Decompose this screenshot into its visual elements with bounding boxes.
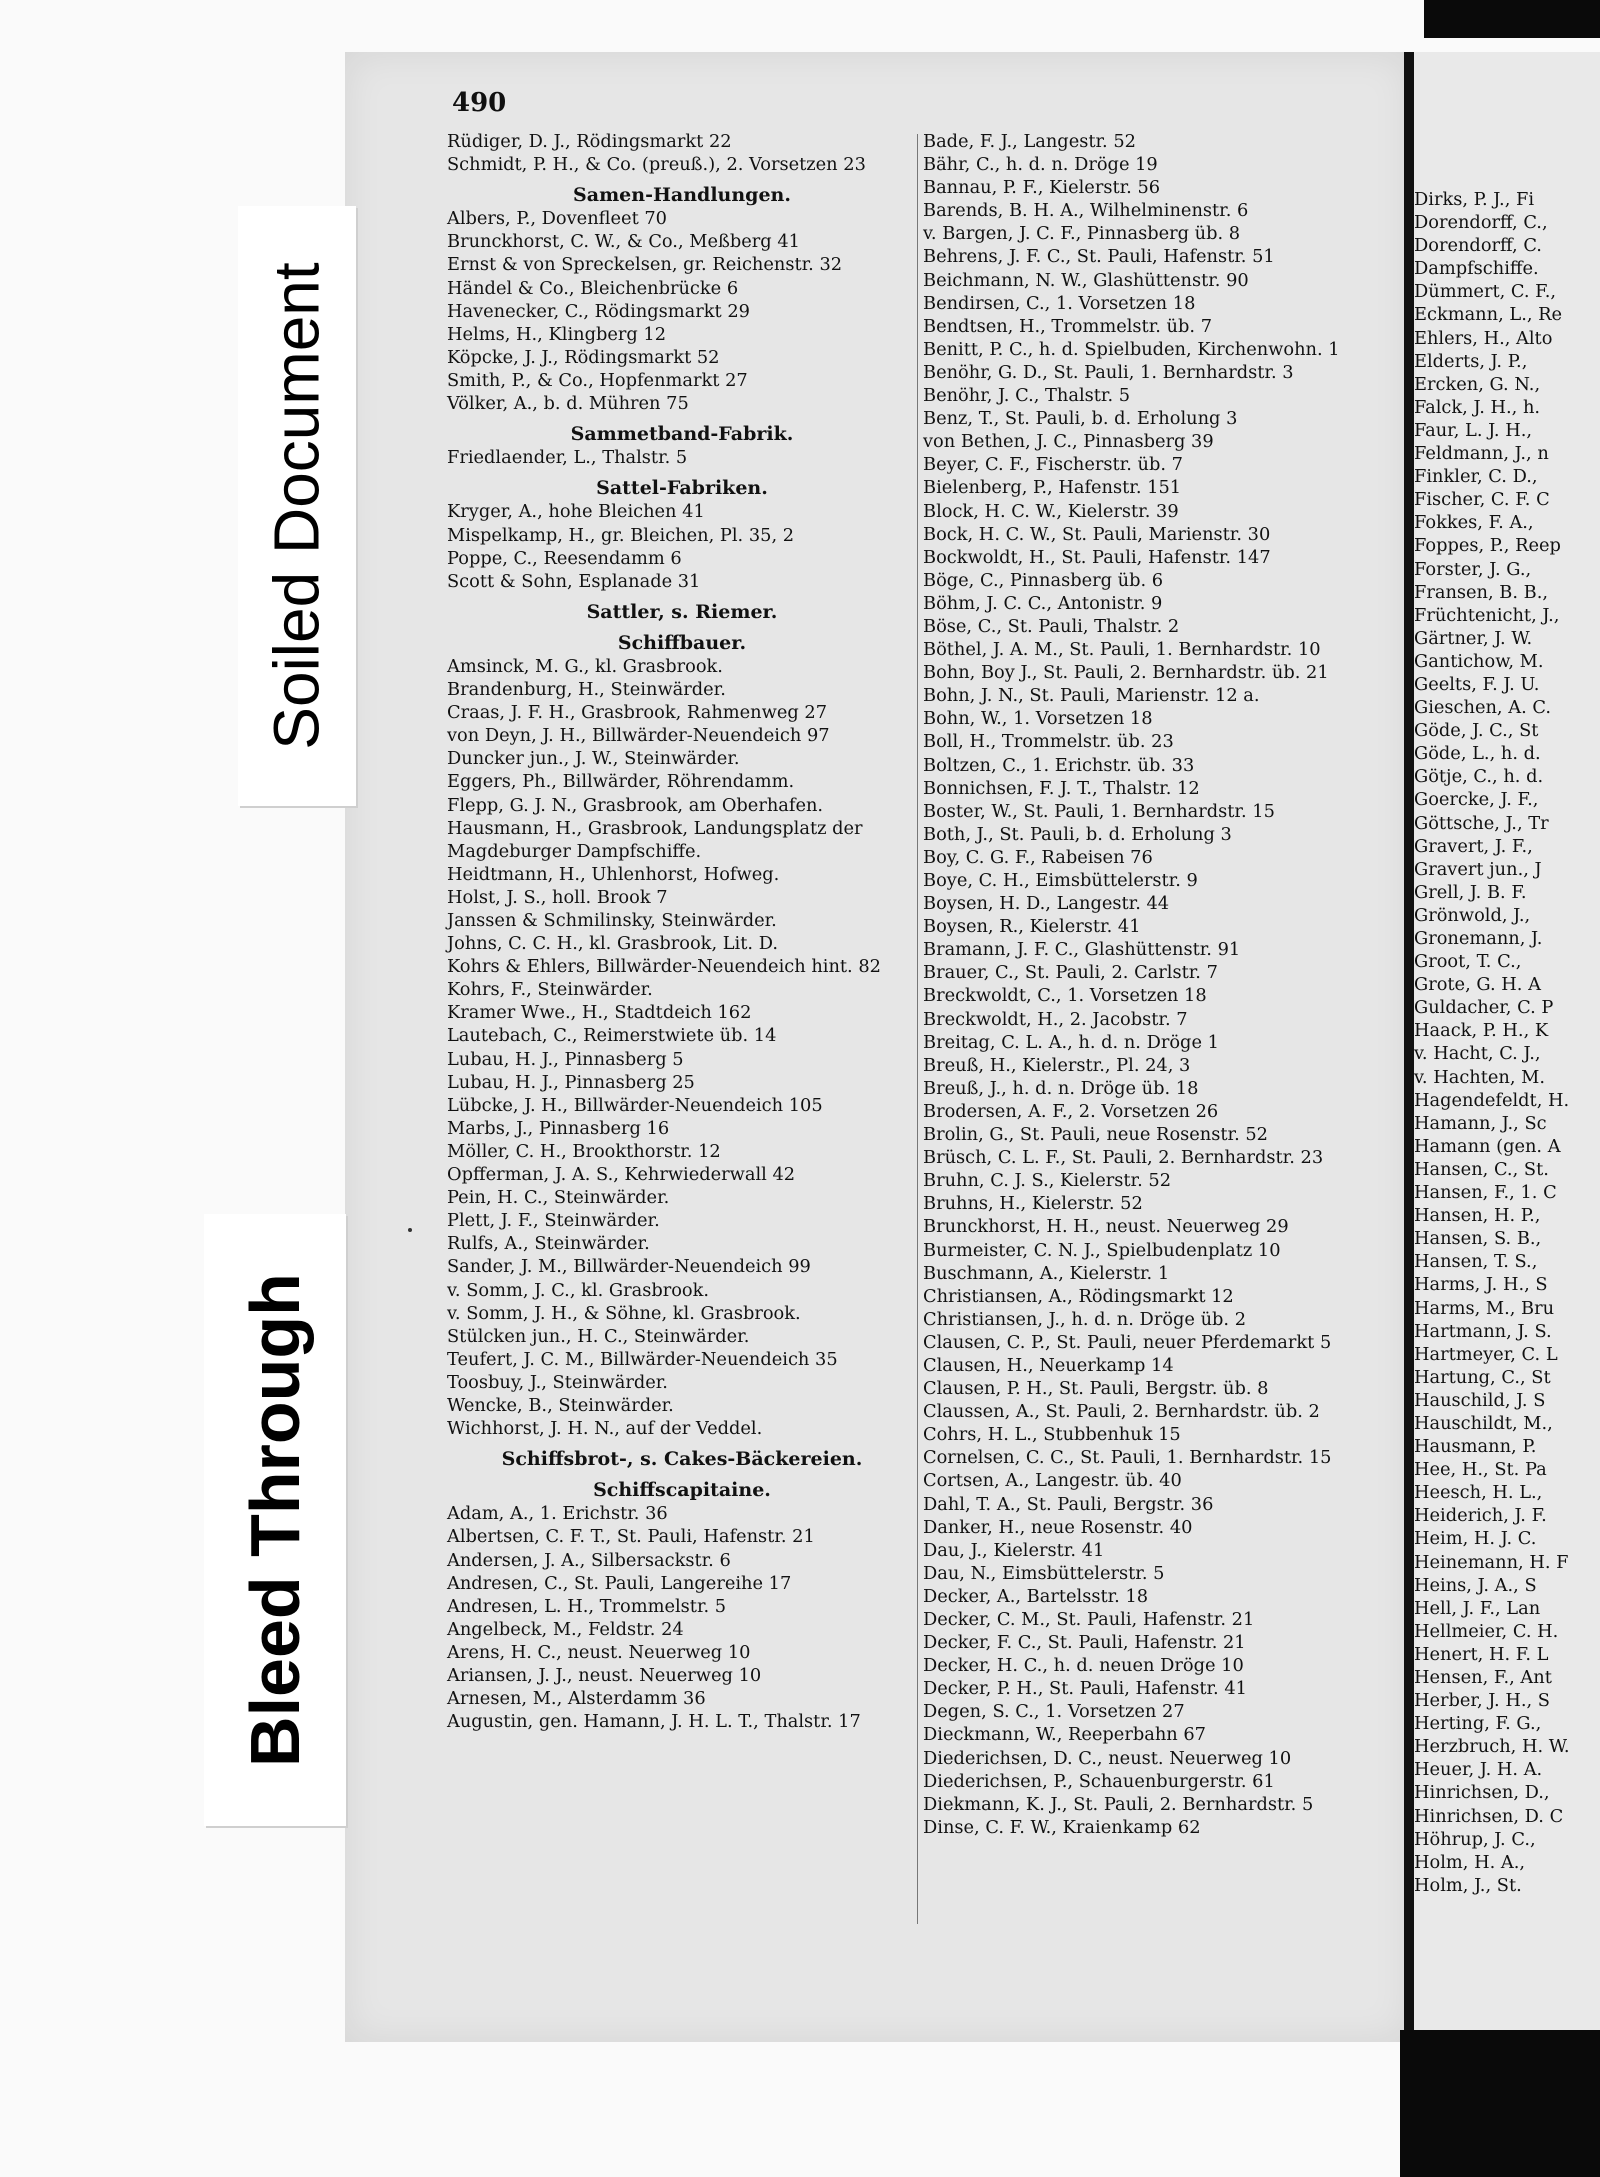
adjacent-page-entry: Hausmann, P. — [1414, 1436, 1537, 1458]
adjacent-page-entry: Hensen, F., Ant — [1414, 1667, 1552, 1688]
directory-entry: Breckwoldt, H., 2. Jacobstr. 7 — [923, 1008, 1188, 1030]
adjacent-page — [1414, 52, 1600, 2052]
directory-entry: Helms, H., Klingberg 12 — [447, 323, 667, 345]
directory-entry: Christiansen, A., Rödingsmarkt 12 — [923, 1285, 1234, 1307]
directory-entry: Decker, C. M., St. Pauli, Hafenstr. 21 — [923, 1609, 1255, 1630]
directory-entry: Benitt, P. C., h. d. Spielbuden, Kirchenwohn. 1 — [923, 338, 1340, 360]
directory-entry: Magdeburger Dampfschiffe. — [447, 840, 702, 862]
directory-entry: Mispelkamp, H., gr. Bleichen, Pl. 35, 2 — [447, 524, 795, 546]
right-column — [923, 130, 1383, 1839]
adjacent-page-entry: Heuer, J. H. A. — [1414, 1759, 1543, 1781]
ink-speck — [408, 1228, 412, 1232]
adjacent-page-entry: Hagendefeldt, H. — [1414, 1089, 1570, 1111]
directory-entry: Bannau, P. F., Kielerstr. 56 — [923, 177, 1161, 199]
adjacent-page-entry: Holm, J., St. — [1414, 1874, 1522, 1896]
directory-entry: Händel & Co., Bleichenbrücke 6 — [447, 277, 739, 299]
adjacent-page-entry: Hauschild, J. S — [1414, 1389, 1546, 1411]
directory-entry: Arnesen, M., Alsterdamm 36 — [447, 1688, 706, 1710]
directory-entry: Brodersen, A. F., 2. Vorsetzen 26 — [923, 1100, 1219, 1122]
section-heading: Schiffbauer. — [617, 631, 747, 654]
adjacent-page-entry: Hellmeier, C. H. — [1414, 1620, 1559, 1642]
adjacent-page-entry: Hansen, S. B., — [1414, 1228, 1542, 1250]
directory-entry: Claussen, A., St. Pauli, 2. Bernhardstr. üb. 2 — [923, 1401, 1320, 1423]
adjacent-page-entry: Geelts, F. J. U. — [1414, 673, 1540, 695]
directory-entry: v. Bargen, J. C. F., Pinnasberg üb. 8 — [923, 223, 1241, 245]
directory-entry: Clausen, P. H., St. Pauli, Bergstr. üb. 8 — [923, 1378, 1269, 1400]
directory-entry: Bohn, J. N., St. Pauli, Marienstr. 12 a. — [923, 685, 1260, 707]
adjacent-page-column — [1414, 188, 1600, 1897]
adjacent-page-entry: Früchtenicht, J., — [1414, 604, 1560, 626]
adjacent-page-entry: Foppes, P., Reep — [1414, 535, 1561, 557]
directory-entry: Dieckmann, W., Reeperbahn 67 — [923, 1724, 1206, 1746]
section-heading: Sammetband-Fabrik. — [570, 423, 794, 446]
scan-border-top — [1424, 0, 1600, 38]
directory-entry: Diekmann, K. J., St. Pauli, 2. Bernhardstr. 5 — [923, 1793, 1314, 1815]
directory-entry: Decker, A., Bartelsstr. 18 — [923, 1585, 1149, 1607]
adjacent-page-entry: Hansen, H. P., — [1414, 1205, 1541, 1227]
directory-entry: Brunckhorst, H. H., neust. Neuerweg 29 — [923, 1216, 1289, 1238]
adjacent-page-entry: Groot, T. C., — [1414, 951, 1522, 973]
adjacent-page-entry: Harms, M., Bru — [1414, 1297, 1555, 1319]
directory-entry: Böthel, J. A. M., St. Pauli, 1. Bernhardstr. 10 — [923, 639, 1321, 661]
directory-entry: Breitag, C. L. A., h. d. n. Dröge 1 — [923, 1031, 1219, 1053]
directory-entry: Cohrs, H. L., Stubbenhuk 15 — [923, 1424, 1181, 1446]
directory-entry: Bruhn, C. J. S., Kielerstr. 52 — [923, 1170, 1172, 1192]
directory-entry: Boy, C. G. F., Rabeisen 76 — [923, 846, 1153, 868]
adjacent-page-entry: Hinrichsen, D. C — [1414, 1805, 1564, 1827]
directory-entry: Benz, T., St. Pauli, b. d. Erholung 3 — [923, 408, 1238, 430]
bleed-through-label — [204, 1214, 346, 1826]
section-heading: Schiffsbrot-, s. Cakes-Bäckereien. — [501, 1448, 863, 1471]
adjacent-page-entry: Fischer, C. F. C — [1414, 489, 1550, 511]
adjacent-page-entry: Dümmert, C. F., — [1414, 281, 1557, 303]
directory-entry: Danker, H., neue Rosenstr. 40 — [923, 1516, 1193, 1538]
directory-entry: Köpcke, J. J., Rödingsmarkt 52 — [447, 346, 720, 368]
directory-entry: Cornelsen, C. C., St. Pauli, 1. Bernhardstr. 15 — [923, 1447, 1332, 1469]
section-heading: Samen-Handlungen. — [573, 184, 791, 207]
adjacent-page-entry: Heesch, H. L., — [1414, 1482, 1543, 1504]
adjacent-page-entry: Elderts, J. P., — [1414, 350, 1528, 372]
directory-entry: Breckwoldt, C., 1. Vorsetzen 18 — [923, 985, 1207, 1007]
adjacent-page-entry: Heinemann, H. F — [1414, 1551, 1569, 1573]
directory-entry: Degen, S. C., 1. Vorsetzen 27 — [923, 1701, 1185, 1723]
directory-entry: Diederichsen, P., Schauenburgerstr. 61 — [923, 1770, 1275, 1792]
directory-entry: Bruhns, H., Kielerstr. 52 — [923, 1193, 1143, 1215]
adjacent-page-entry: Feldmann, J., n — [1414, 443, 1549, 465]
directory-entry: Block, H. C. W., Kielerstr. 39 — [923, 500, 1179, 522]
directory-entry: Boye, C. H., Eimsbüttelerstr. 9 — [923, 870, 1198, 891]
column-divider — [917, 134, 918, 1924]
directory-entry: Beichmann, N. W., Glashüttenstr. 90 — [923, 269, 1249, 291]
adjacent-page-entry: Hansen, C., St. — [1414, 1158, 1549, 1180]
directory-entry: Lubau, H. J., Pinnasberg 25 — [447, 1071, 695, 1093]
adjacent-page-entry: Hansen, F., 1. C — [1414, 1182, 1557, 1204]
directory-entry: Decker, P. H., St. Pauli, Hafenstr. 41 — [923, 1678, 1247, 1700]
adjacent-page-entry: Fransen, B. B., — [1414, 581, 1549, 603]
adjacent-page-entry: Göde, L., h. d. — [1414, 743, 1541, 765]
directory-entry: v. Somm, J. C., kl. Grasbrook. — [447, 1279, 710, 1301]
directory-entry: Wichhorst, J. H. N., auf der Veddel. — [447, 1418, 763, 1440]
adjacent-page-entry: Forster, J. G., — [1414, 558, 1532, 580]
directory-entry: Bramann, J. F. C., Glashüttenstr. 91 — [923, 939, 1241, 961]
left-column — [447, 130, 917, 1733]
adjacent-page-entry: Heiderich, J. F. — [1414, 1505, 1547, 1527]
directory-entry: Toosbuy, J., Steinwärder. — [447, 1371, 668, 1393]
adjacent-page-entry: Haack, P. H., K — [1414, 1020, 1549, 1042]
directory-entry: Kohrs, F., Steinwärder. — [447, 979, 653, 1001]
directory-entry: Brandenburg, H., Steinwärder. — [447, 679, 726, 701]
directory-entry: Decker, H. C., h. d. neuen Dröge 10 — [923, 1655, 1244, 1677]
directory-entry: Clausen, C. P., St. Pauli, neuer Pferdemarkt 5 — [923, 1331, 1332, 1353]
adjacent-page-entry: Hartmeyer, C. L — [1414, 1343, 1558, 1365]
directory-entry: Both, J., St. Pauli, b. d. Erholung 3 — [923, 823, 1232, 845]
directory-entry: Bockwoldt, H., St. Pauli, Hafenstr. 147 — [923, 546, 1271, 568]
directory-entry: Hausmann, H., Grasbrook, Landungsplatz der — [447, 817, 863, 839]
directory-entry: Behrens, J. F. C., St. Pauli, Hafenstr. 51 — [923, 246, 1275, 268]
directory-entry: Janssen & Schmilinsky, Steinwärder. — [447, 910, 777, 931]
adjacent-page-entry: Dorendorff, C., — [1414, 212, 1548, 234]
adjacent-page-entry: Finkler, C. D., — [1414, 466, 1538, 488]
directory-entry: Scott & Sohn, Esplanade 31 — [447, 570, 701, 592]
adjacent-page-entry: Grell, J. B. F. — [1414, 881, 1527, 903]
adjacent-page-entry: Hamann, J., Sc — [1414, 1112, 1547, 1134]
adjacent-page-entry: Götje, C., h. d. — [1414, 766, 1544, 788]
adjacent-page-entry: Gieschen, A. C. — [1414, 697, 1551, 719]
scan-border-bottom — [1400, 2030, 1600, 2177]
directory-entry: Bähr, C., h. d. n. Dröge 19 — [923, 154, 1158, 176]
section-heading: Sattel-Fabriken. — [596, 477, 768, 500]
adjacent-page-entry: Dorendorff, C. — [1414, 235, 1542, 257]
directory-entry: Buschmann, A., Kielerstr. 1 — [923, 1262, 1170, 1284]
directory-entry: Poppe, C., Reesendamm 6 — [447, 547, 682, 569]
directory-entry: Lübcke, J. H., Billwärder-Neuendeich 105 — [447, 1094, 823, 1116]
adjacent-page-entry: Eckmann, L., Re — [1414, 304, 1563, 326]
adjacent-page-entry: Hartmann, J. S. — [1414, 1320, 1552, 1342]
directory-entry: Dau, J., Kielerstr. 41 — [923, 1539, 1105, 1561]
directory-entry: Breuß, H., Kielerstr., Pl. 24, 3 — [923, 1054, 1191, 1076]
adjacent-page-entry: Göttsche, J., Tr — [1414, 812, 1549, 834]
directory-entry: Burmeister, C. N. J., Spielbudenplatz 10 — [923, 1239, 1281, 1261]
directory-entry: Ernst & von Spreckelsen, gr. Reichenstr. 32 — [447, 254, 843, 276]
directory-entry: Lubau, H. J., Pinnasberg 5 — [447, 1048, 684, 1070]
directory-entry: Duncker jun., J. W., Steinwärder. — [447, 748, 740, 770]
directory-entry: Marbs, J., Pinnasberg 16 — [447, 1117, 670, 1139]
directory-entry: Smith, P., & Co., Hopfenmarkt 27 — [447, 369, 748, 391]
directory-entry: Bendirsen, C., 1. Vorsetzen 18 — [923, 292, 1196, 314]
directory-entry: Völker, A., b. d. Mühren 75 — [447, 393, 689, 415]
directory-entry: Cortsen, A., Langestr. üb. 40 — [923, 1470, 1182, 1492]
adjacent-page-entry: Holm, H. A., — [1414, 1851, 1526, 1873]
section-heading: Sattler, s. Riemer. — [586, 600, 778, 623]
adjacent-page-entry: Heim, H. J. C. — [1414, 1528, 1537, 1550]
adjacent-page-entry: Höhrup, J. C., — [1414, 1828, 1536, 1850]
directory-entry: Ariansen, J. J., neust. Neuerweg 10 — [447, 1665, 762, 1686]
directory-entry: Stülcken jun., H. C., Steinwärder. — [447, 1325, 750, 1347]
directory-entry: Barends, B. H. A., Wilhelminenstr. 6 — [923, 200, 1249, 222]
adjacent-page-entry: Göde, J. C., St — [1414, 720, 1539, 742]
directory-entry: Decker, F. C., St. Pauli, Hafenstr. 21 — [923, 1632, 1246, 1654]
adjacent-page-entry: Faur, L. J. H., — [1414, 419, 1533, 441]
adjacent-page-entry: v. Hachten, M. — [1414, 1066, 1546, 1088]
directory-entry: Dahl, T. A., St. Pauli, Bergstr. 36 — [923, 1493, 1214, 1515]
directory-entry: Brauer, C., St. Pauli, 2. Carlstr. 7 — [923, 962, 1218, 984]
directory-entry: Schmidt, P. H., & Co. (preuß.), 2. Vorsetzen 23 — [447, 154, 866, 176]
directory-entry: Böse, C., St. Pauli, Thalstr. 2 — [923, 615, 1180, 637]
page-number: 490 — [452, 88, 507, 118]
soiled-document-text: Soiled Document — [261, 262, 333, 750]
directory-entry: Breuß, J., h. d. n. Dröge üb. 18 — [923, 1077, 1199, 1099]
adjacent-page-entry: Gärtner, J. W. — [1414, 627, 1533, 649]
directory-entry: Andresen, C., St. Pauli, Langereihe 17 — [447, 1572, 792, 1594]
adjacent-page-entry: Dampfschiffe. — [1414, 258, 1539, 280]
directory-entry: Kryger, A., hohe Bleichen 41 — [447, 501, 705, 523]
directory-entry: Teufert, J. C. M., Billwärder-Neuendeich 35 — [447, 1348, 838, 1370]
section-heading: Schiffscapitaine. — [593, 1479, 771, 1502]
directory-entry: Wencke, B., Steinwärder. — [447, 1394, 674, 1416]
adjacent-page-entry: Ehlers, H., Alto — [1414, 327, 1553, 349]
directory-entry: Böhm, J. C. C., Antonistr. 9 — [923, 592, 1163, 614]
adjacent-page-entry: Henert, H. F. L — [1414, 1643, 1549, 1665]
adjacent-page-entry: Hauschildt, M., — [1414, 1412, 1553, 1434]
directory-entry: Lautebach, C., Reimerstwiete üb. 14 — [447, 1025, 777, 1047]
directory-entry: Brüsch, C. L. F., St. Pauli, 2. Bernhardstr. 23 — [923, 1147, 1324, 1169]
directory-entry: Boltzen, C., 1. Erichstr. üb. 33 — [923, 754, 1195, 776]
adjacent-page-entry: Hee, H., St. Pa — [1414, 1459, 1547, 1481]
directory-entry: Clausen, H., Neuerkamp 14 — [923, 1354, 1174, 1376]
directory-entry: Albers, P., Dovenfleet 70 — [447, 208, 667, 230]
directory-entry: Albertsen, C. F. T., St. Pauli, Hafenstr. 21 — [447, 1526, 815, 1548]
directory-entry: Bade, F. J., Langestr. 52 — [923, 131, 1136, 152]
adjacent-page-entry: Hamann (gen. A — [1414, 1135, 1561, 1157]
directory-entry: Böge, C., Pinnasberg üb. 6 — [923, 569, 1164, 591]
directory-entry: Andresen, L. H., Trommelstr. 5 — [447, 1595, 727, 1617]
adjacent-page-entry: v. Hacht, C. J., — [1414, 1043, 1541, 1065]
directory-entry: Rulfs, A., Steinwärder. — [447, 1233, 650, 1255]
directory-entry: Bonnichsen, F. J. T., Thalstr. 12 — [923, 777, 1200, 799]
directory-entry: Bendtsen, H., Trommelstr. üb. 7 — [923, 315, 1213, 337]
soiled-document-label — [238, 206, 356, 806]
directory-entry: Möller, C. H., Brookthorstr. 12 — [447, 1140, 721, 1162]
adjacent-page-entry: Herber, J. H., S — [1414, 1690, 1550, 1712]
directory-entry: Brolin, G., St. Pauli, neue Rosenstr. 52 — [923, 1124, 1268, 1146]
adjacent-page-entry: Dirks, P. J., Fi — [1414, 189, 1535, 210]
directory-entry: Bohn, W., 1. Vorsetzen 18 — [923, 708, 1153, 730]
directory-entry: Dinse, C. F. W., Kraienkamp 62 — [923, 1816, 1201, 1838]
directory-entry: Craas, J. F. H., Grasbrook, Rahmenweg 27 — [447, 702, 828, 724]
adjacent-page-entry: Heins, J. A., S — [1414, 1574, 1537, 1596]
bleed-through-text: Bleed Through — [236, 1273, 314, 1767]
adjacent-page-entry: Falck, J. H., h. — [1414, 396, 1541, 418]
directory-entry: Dau, N., Eimsbüttelerstr. 5 — [923, 1562, 1165, 1584]
adjacent-page-entry: Gantichow, M. — [1414, 650, 1544, 672]
adjacent-page-entry: Hansen, T. S., — [1414, 1251, 1538, 1273]
directory-entry: Pein, H. C., Steinwärder. — [447, 1187, 670, 1209]
adjacent-page-entry: Gronemann, J. — [1414, 928, 1543, 949]
directory-entry: Kohrs & Ehlers, Billwärder-Neuendeich hint. 82 — [447, 956, 881, 978]
directory-entry: Christiansen, J., h. d. n. Dröge üb. 2 — [923, 1308, 1247, 1330]
adjacent-page-entry: Hinrichsen, D., — [1414, 1782, 1550, 1804]
directory-entry: Adam, A., 1. Erichstr. 36 — [447, 1503, 668, 1525]
adjacent-page-entry: Hell, J. F., Lan — [1414, 1597, 1541, 1619]
directory-entry: Johns, C. C. H., kl. Grasbrook, Lit. D. — [447, 933, 778, 955]
directory-entry: v. Somm, J. H., & Söhne, kl. Grasbrook. — [447, 1302, 801, 1324]
directory-entry: Boster, W., St. Pauli, 1. Bernhardstr. 15 — [923, 800, 1275, 822]
directory-entry: Angelbeck, M., Feldstr. 24 — [447, 1618, 684, 1640]
directory-entry: Sander, J. M., Billwärder-Neuendeich 99 — [447, 1256, 811, 1278]
directory-entry: Boll, H., Trommelstr. üb. 23 — [923, 731, 1174, 753]
directory-entry: Benöhr, G. D., St. Pauli, 1. Bernhardstr. 3 — [923, 361, 1294, 383]
directory-entry: Friedlaender, L., Thalstr. 5 — [447, 447, 688, 469]
directory-entry: Andersen, J. A., Silbersackstr. 6 — [447, 1549, 731, 1571]
adjacent-page-entry: Grote, G. H. A — [1414, 974, 1541, 996]
adjacent-page-entry: Goercke, J. F., — [1414, 789, 1539, 811]
directory-entry: Heidtmann, H., Uhlenhorst, Hofweg. — [447, 863, 780, 885]
adjacent-page-entry: Grönwold, J., — [1414, 904, 1531, 926]
directory-entry: Beyer, C. F., Fischerstr. üb. 7 — [923, 454, 1183, 476]
adjacent-page-entry: Gravert, J. F., — [1414, 835, 1533, 857]
directory-entry: Eggers, Ph., Billwärder, Röhrendamm. — [447, 771, 795, 793]
adjacent-page-entry: Harms, J. H., S — [1414, 1274, 1548, 1296]
directory-entry: Amsinck, M. G., kl. Grasbrook. — [447, 655, 723, 677]
directory-entry: Benöhr, J. C., Thalstr. 5 — [923, 385, 1131, 407]
adjacent-page-entry: Hartung, C., St — [1414, 1366, 1551, 1388]
directory-entry: Plett, J. F., Steinwärder. — [447, 1210, 660, 1232]
directory-entry: Diederichsen, D. C., neust. Neuerweg 10 — [923, 1747, 1292, 1769]
directory-entry: Bielenberg, P., Hafenstr. 151 — [923, 477, 1182, 499]
directory-entry: Boysen, H. D., Langestr. 44 — [923, 893, 1170, 915]
directory-entry: Opfferman, J. A. S., Kehrwiederwall 42 — [447, 1164, 796, 1186]
adjacent-page-entry: Herting, F. G., — [1414, 1713, 1542, 1735]
directory-entry: von Deyn, J. H., Billwärder-Neuendeich 97 — [447, 725, 830, 747]
directory-entry: Brunckhorst, C. W., & Co., Meßberg 41 — [447, 231, 800, 253]
adjacent-page-entry: Herzbruch, H. W. — [1414, 1736, 1570, 1758]
adjacent-page-entry: Gravert jun., J — [1414, 858, 1542, 880]
adjacent-page-entry: Ercken, G. N., — [1414, 373, 1541, 395]
directory-entry: Arens, H. C., neust. Neuerweg 10 — [447, 1641, 751, 1663]
directory-entry: Bock, H. C. W., St. Pauli, Marienstr. 30 — [923, 523, 1271, 545]
page-gutter-shadow — [1404, 52, 1414, 2042]
adjacent-page-entry: Guldacher, C. P — [1414, 997, 1554, 1019]
directory-entry: Holst, J. S., holl. Brook 7 — [447, 886, 668, 908]
directory-entry: Augustin, gen. Hamann, J. H. L. T., Thalstr. 17 — [447, 1711, 861, 1733]
directory-entry: Boysen, R., Kielerstr. 41 — [923, 916, 1141, 938]
directory-entry: von Bethen, J. C., Pinnasberg 39 — [923, 431, 1214, 453]
directory-entry: Bohn, Boy J., St. Pauli, 2. Bernhardstr. üb. 21 — [923, 662, 1329, 684]
directory-entry: Kramer Wwe., H., Stadtdeich 162 — [447, 1002, 752, 1024]
adjacent-page-entry: Fokkes, F. A., — [1414, 512, 1534, 534]
directory-entry: Havenecker, C., Rödingsmarkt 29 — [447, 300, 750, 322]
directory-entry: Rüdiger, D. J., Rödingsmarkt 22 — [447, 131, 732, 152]
directory-entry: Flepp, G. J. N., Grasbrook, am Oberhafen. — [447, 794, 824, 816]
